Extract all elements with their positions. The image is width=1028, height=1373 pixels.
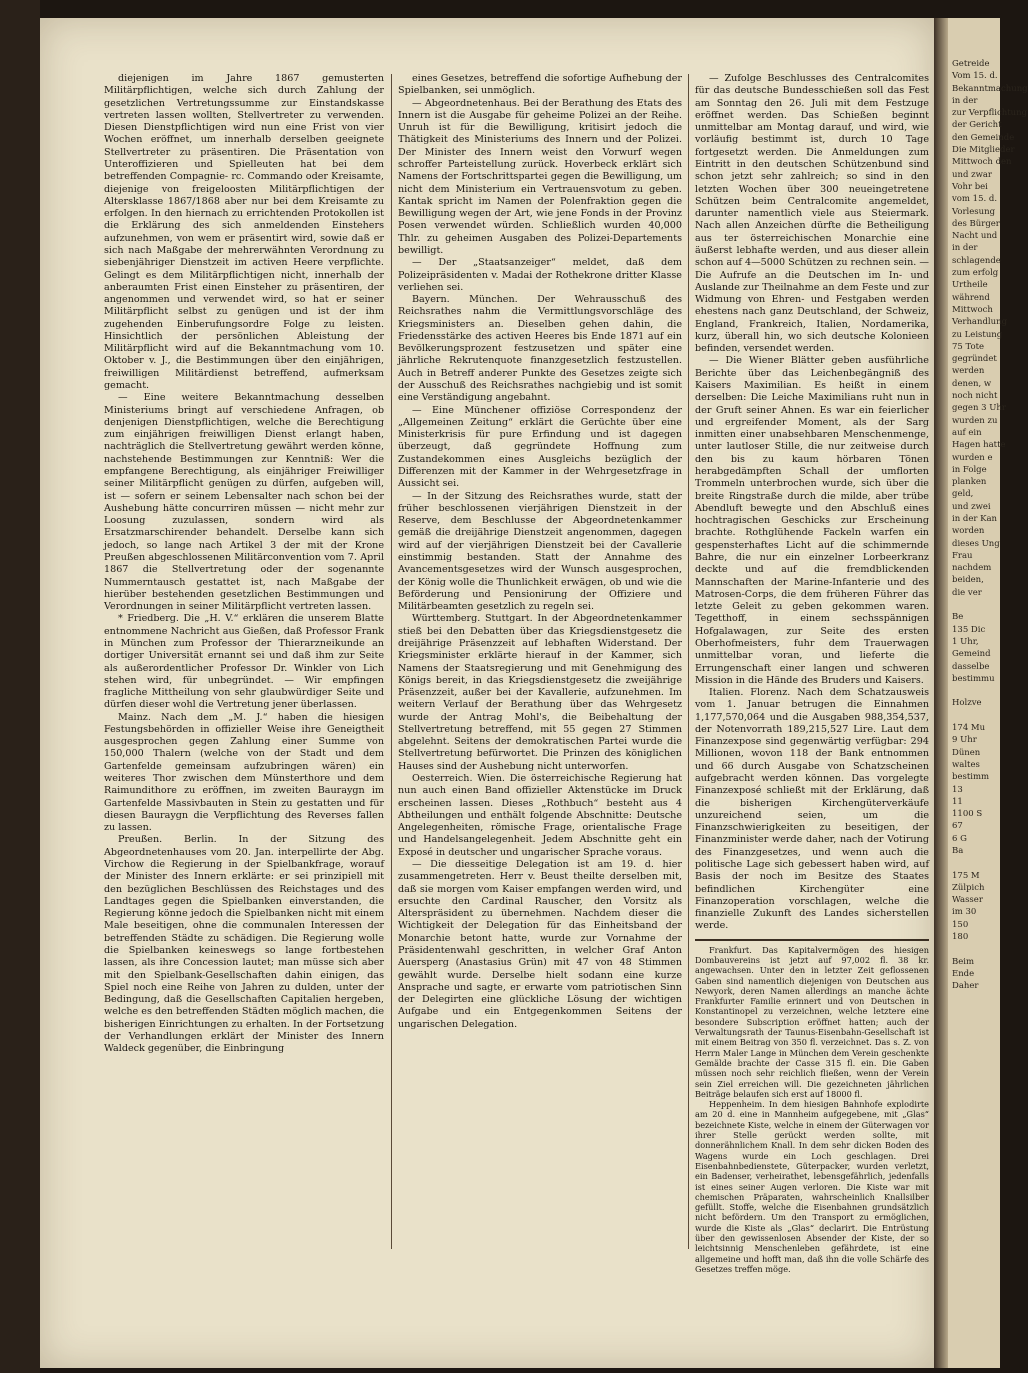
paragraph: auf ein [952, 427, 982, 438]
paragraph: zum erfolg [952, 268, 999, 279]
paragraph: worden [952, 526, 985, 537]
paragraph: werden [952, 366, 985, 377]
paragraph: in der Kan [952, 513, 998, 524]
paragraph: in Folge [952, 464, 987, 475]
paragraph: Beim [952, 956, 975, 967]
paragraph: 13 [952, 784, 963, 795]
paragraph: Bayern. München. Der Wehrausschuß des Reichsrathes nahm die Vermittlungsvorschläge des Kriegsministers an. Dieselben gehen dahin, die Friedensstärke des activen Heeres bis Ende 1871 auf ein Bevölkerungsprozent festzusetzen und später eine jährliche Rekrutenquote finanzgesetzlich festzustellen. Auch in Betreff anderer Punkte des Gesetzes zeigte sich der Ausschuß des Reichsrathes nachgiebig und ist somit eine Verständigung angebahnt. [398, 294, 682, 404]
paragraph: Vohr bei [952, 181, 988, 192]
paragraph: Vom 15. d. [952, 71, 998, 82]
paragraph: 135 Dic [952, 624, 986, 635]
paragraph: 9 Uhr [952, 735, 977, 746]
column-divider [688, 74, 689, 1249]
next-page-text [952, 58, 1028, 1005]
paragraph: Italien. Florenz. Nach dem Schatzausweis vom 1. Januar betrugen die Einnahmen 1,177,570,064 und die Ausgaben 988,354,537, der Notenvorrath 189,215,527 Lire. Laut dem Finanzexpose sind gegenwärtig verfügbar: 294 Millionen, wovon 118 der Bank entnommen und 66 durch Ausgabe von Schatzscheinen aufgebracht werden können. Das vorgelegte Finanzexposé schließt mit der Erklärung, daß die bisherigen Kirchengüterverkäufe unzureichend seien, um die Finanzschwierigkeiten zu beseitigen, der Finanzminister werde daher, nach der Votirung des Finanzgesetzes, und wenn auch die politische Lage sich gebessert haben wird, auf Basis der noch im Besitze des Staates befindlichen Kirchengüter eine Finanzoperation vorschlagen, welche die finanzielle Zukunft des Landes sicherstellen werde. [695, 687, 929, 932]
paragraph [952, 710, 1012, 722]
paragraph: Be [952, 612, 964, 623]
paragraph: Verhandlung [952, 317, 1008, 328]
paragraph: bestimmu [952, 673, 995, 684]
paragraph: Zülpich [952, 882, 985, 893]
paragraph: Daher [952, 981, 979, 992]
paragraph: 150 [952, 919, 969, 930]
paragraph: Mittwoch [952, 304, 993, 315]
paragraph: Urtheile [952, 280, 988, 291]
paragraph: diejenigen im Jahre 1867 gemusterten Militärpflichtigen, welche sich durch Zahlung der gesetzlichen Vertretungssumme zur Einstandskasse vertreten lassen wollten, Stellvertreter zu verwenden. Diesen Dienstpflichtigen wird nun eine Frist von vier Wochen eröffnet, um innerhalb derselben geeignete Stellvertreter zu präsentiren. Die Präsentation von Unteroffizieren und Spielleuten hat bei dem betreffenden Compagnie- rc. Commando oder Kreisamte, diejenige von freigeloosten Militärpflichtigen der Altersklasse 1867/1868 aber nur bei dem Kreisamte zu erfolgen. In den hiernach zu errichtenden Protokollen ist die Erklärung des sich anmeldenden Einstehers aufzunehmen, von wem er präsentirt wird, sowie daß er sich nach Maßgabe der mehrerwähnten Verordnung zu siebenjähriger Dienstzeit im activen Heere verpflichte. Gelingt es dem Militärpflichtigen nicht, innerhalb der anberaumten Frist einen Einsteher zu präsentiren, der angenommen und verwendet wird, so hat er seiner Militärpflicht selbst zu genügen und ist der ihm zugehenden Einberufungsordre Folge zu leisten. Hinsichtlich der persönlichen Ableistung der Militärpflicht wird auf die Bekanntmachung vom 10. Oktober v. J., die Bestimmungen über den einjährigen, freiwilligen Militärdienst betreffend, aufmerksam gemacht. [104, 73, 384, 392]
paragraph: — Abgeordnetenhaus. Bei der Berathung des Etats des Innern ist die Ausgabe für geheime Polizei an der Reihe. Unruh ist für die Bewilligung, kritisirt jedoch die Thätigkeit des Ministeriums des Innern und der Polizei. Der Minister des Innern weist den Vorwurf wegen schroffer Parteistellung zurück. Hoverbeck erklärt sich Namens der Fortschrittspartei gegen die Bewilligung, um nicht dem Ministerium ein Vertrauensvotum zu geben. Kantak spricht im Namen der Polenfraktion gegen die Bewilligung wegen der Art, wie jene Fonds in der Provinz Posen verwendet würden. Schließlich wurden 40,000 Thlr. zu geheimen Ausgaben des Polizei-Departements bewilligt. [398, 97, 682, 256]
paragraph: Mittwoch den [952, 157, 1012, 168]
paragraph: in der [952, 243, 978, 254]
paragraph: Nacht und [952, 231, 998, 242]
column-1 [104, 73, 384, 1056]
paragraph [952, 943, 1012, 955]
paragraph: — Der „Staatsanzeiger“ meldet, daß dem Polizeipräsidenten v. Madai der Rothekrone dritter Klasse verliehen sei. [398, 257, 682, 293]
paragraph: und zwei [952, 501, 991, 512]
paragraph: zu Leistung [952, 329, 1003, 340]
paragraph: Preußen. Berlin. In der Sitzung des Abgeordnetenhauses vom 20. Jan. interpellirte der Abg. Virchow die Regierung in der Spielbankfrage, worauf der Minister des Innern erklärte: er sei prinzipiell mit den bezüglichen Beschlüssen des Reichstages und des Landtages gegen die Spielbanken einverstanden, die Regierung könne jedoch die Spielbanken nicht mit einem Male beseitigen, ohne die communalen Interessen der betreffenden Städte zu schädigen. Die Regierung wolle die Spielbanken keineswegs so lange fortbestehen lassen, als ihre Concession lautet; man müsse sich aber mit den Spielbank-Gesellschaften dahin einigen, das Spiel noch eine Reihe von Jahren zu dulden, unter der Bedingung, daß die Gesellschaften Capitalien hergeben, welche es den betreffenden Städten möglich machen, die bisherigen Einrichtungen zu erhalten. In der Fortsetzung der Verhandlungen erklärt der Minister des Innern Waldeck gegenüber, die Einbringung [104, 834, 384, 1055]
paragraph: geld, [952, 489, 974, 500]
paragraph: noch nicht [952, 391, 998, 402]
paragraph: — Eine Münchener offiziöse Correspondenz der „Allgemeinen Zeitung“ erklärt die Gerüchte über eine Ministerkrisis für pure Erfindung und ist dagegen überzeugt, daß gegründete Hoffnung zum Zustandekommen eines Ausgleichs bezüglich der Differenzen mit der Kammer in der Wehrgesetzfrage in Aussicht sei. [398, 404, 682, 490]
paragraph: * Friedberg. Die „H. V.“ erklären die unserem Blatte entnommene Nachricht aus Gießen, daß Professor Frank in München zum Professor der Thierarzneikunde an dortiger Universität ernannt sei und daß ihm zur Seite als außerordentlicher Professor Dr. Winkler von Lich stehen wird, für unbegründet. — Wir empfingen fragliche Mittheilung von sehr glaubwürdiger Seite und dürfen dieser wohl die Vertretung jener überlassen. [104, 613, 384, 711]
paragraph: 67 [952, 821, 963, 832]
paragraph: des Bürger [952, 218, 1000, 229]
paragraph: Württemberg. Stuttgart. In der Abgeordnetenkammer stieß bei den Debatten über das Kriegsdienstgesetz die dreijährige Präsenzzeit auf lebhaften Widerstand. Der Kriegsminister erklärte hierauf in der Kammer, sich Namens der Staatsregierung und mit Genehmigung des Königs bereit, in das Kriegsdienstgesetz die zweijährige Präsenzzeit, außer bei der Kavallerie, aufzunehmen. Im weitern Verlauf der Berathung über das Wehrgesetz wurde der Antrag Mohl's, die Beibehaltung der Stellvertretung betreffend, mit 55 gegen 27 Stimmen abgelehnt. Seitens der demokratischen Partei wurde die Stellvertretung befürwortet. Die Prinzen des königlichen Hauses sind der Aushebung nicht unterworfen. [398, 613, 682, 772]
paragraph: und zwar [952, 169, 992, 180]
local-news-divider [695, 939, 929, 941]
column-3-local-news [695, 945, 929, 1275]
newspaper-page [40, 18, 934, 1368]
paragraph: eines Gesetzes, betreffend die sofortige Aufhebung der Spielbanken, sei unmöglich. [398, 73, 682, 97]
paragraph: während [952, 292, 990, 303]
paragraph: 11 [952, 796, 963, 807]
paragraph: der Gericht [952, 120, 1002, 131]
paragraph: dasselbe [952, 661, 990, 672]
paragraph: — Die diesseitige Delegation ist am 19. d. hier zusammengetreten. Herr v. Beust theilte derselben mit, daß sie morgen vom Kaiser empfangen werden wird, und ersuchte den Cardinal Rauscher, den Vorsitz als Alterspräsident zu übernehmen. Nachdem dieser die Wichtigkeit der Delegation für das Einheitsband der Monarchie betont hatte, wurde zur Vornahme der Präsidentenwahl geschritten, in welcher Graf Anton Auersperg (Anastasius Grün) mit 47 von 48 Stimmen gewählt wurde. Derselbe hielt sodann eine kurze Ansprache und sagte, er erwarte vom patriotischen Sinn der Delegirten eine glückliche Lösung der wichtigen Aufgabe und ein Entgegenkommen Seitens der ungarischen Delegation. [398, 859, 682, 1030]
paragraph: planken [952, 477, 987, 488]
paragraph: 75 Tote [952, 341, 985, 352]
paragraph: — In der Sitzung des Reichsrathes wurde, statt der früher beschlossenen vierjährigen Dienstzeit in der Reserve, dem Beschlusse der Abgeordnetenkammer gemäß die dreijährige Dienstzeit angenommen, dagegen wird auf der vierjährigen Dienstzeit bei der Cavallerie einstimmig bestanden. Statt der Annahme des Avancementsgesetzes wird der Wunsch ausgesprochen, der König wolle die Thunlichkeit erwägen, ob und wie die Beförderung und Pensionirung der Offiziere und Militärbeamten gesetzlich zu regeln sei. [398, 490, 682, 613]
paragraph: in der [952, 95, 978, 106]
paragraph: Dünen [952, 747, 981, 758]
paragraph: die ver [952, 587, 982, 598]
paragraph: gegen 3 Uhr [952, 403, 1006, 414]
paragraph: nachdem [952, 563, 992, 574]
paragraph: bestimm [952, 772, 990, 783]
paragraph: zur Verpflichtung [952, 108, 1028, 119]
paragraph: im 30 [952, 907, 977, 918]
column-2 [398, 73, 682, 1031]
paragraph: Hagen hatte [952, 440, 1006, 451]
paragraph: Mainz. Nach dem „M. J.“ haben die hiesigen Festungsbehörden in offizieller Weise ihre Geneigtheit ausgesprochen gegen Zahlung einer Summe von 150,000 Thalern (welche von der Stadt und dem Gartenfelde gemeinsam aufzubringen wären) ein weiteres Thor zwischen dem Münsterthore und dem Raimundithore zu eröffnen, im zweiten Bauraygn im Gartenfelde Massivbauten in Stein zu gestatten und für diesen Bauraygn die Verpflichtung des Reverses fallen zu lassen. [104, 711, 384, 834]
paragraph: — Eine weitere Bekanntmachung desselben Ministeriums bringt auf verschiedene Anfragen, ob denjenigen Dienstpflichtigen, welche die Berechtigung zum einjährigen freiwilligen Dienst erlangt haben, nachträglich die Stellvertretung gewährt werden könne, nachstehende Bestimmungen zur Kenntniß: Wer die empfangene Berechtigung, als einjähriger Freiwilliger seiner Militärpflicht genügen zu dürfen, aufgeben will, ist — sofern er seinem Lebensalter nach schon bei der Aushebung hätte concurriren müssen — nicht mehr zur Loosung zuzulassen, sondern wird als Ersatzmarschirender behandelt. Derselbe kann sich jedoch, so lange nach Artikel 3 der mit der Krone Preußen abgeschlossenen Militärconvention vom 7. April 1867 die Stellvertretung oder der sogenannte Nummerntausch gestattet ist, nach Maßgabe der hierüber bestehenden gesetzlichen Bestimmungen und Verordnungen in seiner Militärpflicht vertreten lassen. [104, 392, 384, 613]
paragraph: 174 Mu [952, 723, 986, 734]
paragraph: denen, w [952, 378, 992, 389]
paragraph: Gemeind [952, 649, 991, 660]
paragraph: wurden e [952, 452, 993, 463]
paragraph: Frankfurt. Das Kapitalvermögen des hiesigen Dombauvereins ist jetzt auf 97,002 fl. 38 kr. angewachsen. Unter den in letzter Zeit geflossenen Gaben sind namentlich diejenigen von Deutschen aus Newyork, deren Namen allerdings an manche ächte Frankfurter Familie erinnert und von Deutschen in Konstantinopel zu verzeichnen, welche letztere eine besondere Subscription eröffnet hatten; auch der Verwaltungsrath der Taunus-Eisenbahn-Gesellschaft ist mit einem Beitrag von 350 fl. verzeichnet. Das s. Z. von Herrn Maler Lange in München dem Verein geschenkte Gemälde brachte der Casse 315 fl. ein. Die Gaben müssen noch sehr reichlich fließen, wenn der Verein sein Ziel erreichen will. Die gezeichneten jährlichen Beiträge belaufen sich erst auf 18000 fl. [695, 944, 929, 1099]
page-curl-shadow [934, 18, 948, 1368]
column-3 [695, 73, 929, 1274]
paragraph: 1100 S [952, 809, 983, 820]
paragraph: Vorlesung [952, 206, 996, 217]
paragraph [952, 685, 1012, 697]
paragraph: gegründet [952, 354, 997, 365]
paragraph: Heppenheim. In dem hiesigen Bahnhofe explodirte am 20 d. eine in Mannheim aufgegebene, mit „Glas“ bezeichnete Kiste, welche in einem der Güterwagen vor ihrer Stelle gerückt werden sollte, mit donnerähnlichem Knall. In dem sehr dicken Boden des Wagens wurde ein Loch geschlagen. Drei Eisenbahnbedienstete, Güterpacker, wurden verletzt, ein Badenser, verheirathet, lebensgefährlich, jedenfalls ist eines seiner Augen verloren. Die Kiste war mit chemischen Präparaten, wahrscheinlich Knallsilber gefüllt. Stoffe, welche die Eisenbahnen grundsätzlich nicht befördern. Um den Transport zu ermöglichen, wurde die Kiste als „Glas“ declarirt. Die Entrüstung über den gewissenlosen Absender der Kiste, der so leichtsinnig Menschenleben gefährdete, ist eine allgemeine und hofft man, daß ihn die volle Schärfe des Gesetzes treffen möge. [695, 1099, 929, 1274]
paragraph [952, 993, 1012, 1005]
paragraph: Ba [952, 846, 964, 856]
paragraph: 180 [952, 932, 969, 943]
column-3-articles [695, 73, 929, 933]
paragraph: Bekanntmachung [952, 83, 1028, 94]
paragraph: — Die Wiener Blätter geben ausführliche Berichte über das Leichenbegängniß des Kaisers Maximilian. Es heißt in einem derselben: Die Leiche Maximilians ruht nun in der Gruft seiner Ahnen. Es war ein feierlicher und ergreifender Moment, als der Sarg inmitten einer unabsehbaren Menschenmenge, unter lautloser Stille, die nur zeitweise durch den bis zu kaum hörbaren Tönen herabgedämpften Schall der umflorten Trommeln unterbrochen wurde, sich über die breite Ringstraße durch die milde, aber trübe Abendluft bewegte und den Abschluß eines hochtragischen Geschicks zur Erscheinung brachte. Rothglühende Fackeln warfen ein gespensterhaftes Licht auf die schimmernde Bahre, die nur ein einzelner Lorbeerkranz deckte und auf die fremdblickenden Mannschaften der Marine-Infanterie und des Matrosen-Corps, die dem früheren Führer das letzte Geleit zu geben gekommen waren. Tegetthoff, in einem sechsspännigen Hofgalawagen, zur Seite des ersten Oberhofmeisters, fuhr dem Trauerwagen unmittelbar voran, und lieferte die Errungenschaft einer langen und schweren Mission in die Hände des Bruders und Kaisers. [695, 355, 929, 686]
paragraph: Holzve [952, 698, 982, 709]
paragraph: 6 G [952, 833, 967, 844]
next-page-edge [934, 18, 1028, 1368]
paragraph: Die Mitglieder [952, 145, 1015, 156]
paragraph: Wasser [952, 895, 983, 906]
paragraph: dieses Ung [952, 538, 1000, 549]
column-divider [391, 74, 392, 1249]
paragraph: wurden zu [952, 415, 998, 426]
paragraph: beiden, [952, 575, 984, 586]
paragraph: Oesterreich. Wien. Die österreichische Regierung hat nun auch einen Band offizieller Aktenstücke im Druck erscheinen lassen. Dieses „Rothbuch“ besteht aus 4 Abtheilungen und enthält folgende Abschnitte: Deutsche Angelegenheiten, römische Frage, orientalische Frage und Handelsangelegenheit. Jedem Abschnitte geht ein Exposé in deutscher und ungarischer Sprache voraus. [398, 773, 682, 858]
paragraph: 1 Uhr, [952, 636, 979, 647]
paragraph: den Gemeinde [952, 132, 1015, 143]
paragraph: vom 15. d. [952, 194, 998, 205]
paragraph: Ende [952, 968, 975, 979]
book-gutter [0, 0, 40, 1373]
paragraph: waltes [952, 759, 980, 770]
paragraph: 175 M [952, 870, 980, 881]
paragraph: schlagende [952, 255, 1001, 266]
paragraph [952, 857, 1012, 869]
paragraph: Getreide [952, 59, 990, 69]
paragraph: — Zufolge Beschlusses des Centralcomites für das deutsche Bundesschießen soll das Fest am Sonntag den 26. Juli mit dem Festzuge eröffnet werden. Das Schießen beginnt unmittelbar am Montag darauf, und wird, wie vorläufig bestimmt ist, durch 10 Tage fortgesetzt werden. Die Anmeldungen zum Eintritt in den deutschen Schützenbund sind schon jetzt sehr zahlreich; so sind in den letzten Wochen über 300 neueingetretene Schützen beim Centralcomite angemeldet, darunter namentlich viele aus Steiermark. Nach allen Anzeichen dürfte die Betheiligung aus ter österreichischen Monarchie eine äußerst lebhafte werden, und aus dieser allein schon auf 4—5000 Schützen zu rechnen sein. — Die Aufrufe an die Deutschen im In- und Auslande zur Theilnahme an dem Feste und zur Widmung von Ehren- und Festgaben werden ehestens nach ganz Deutschland, der Schweiz, England, Frankreich, Italien, Nordamerika, kurz, überall hin, wo sich deutsche Kolonieen befinden, versendet werden. [695, 73, 929, 355]
paragraph [952, 599, 1012, 611]
paragraph: Frau [952, 550, 973, 561]
